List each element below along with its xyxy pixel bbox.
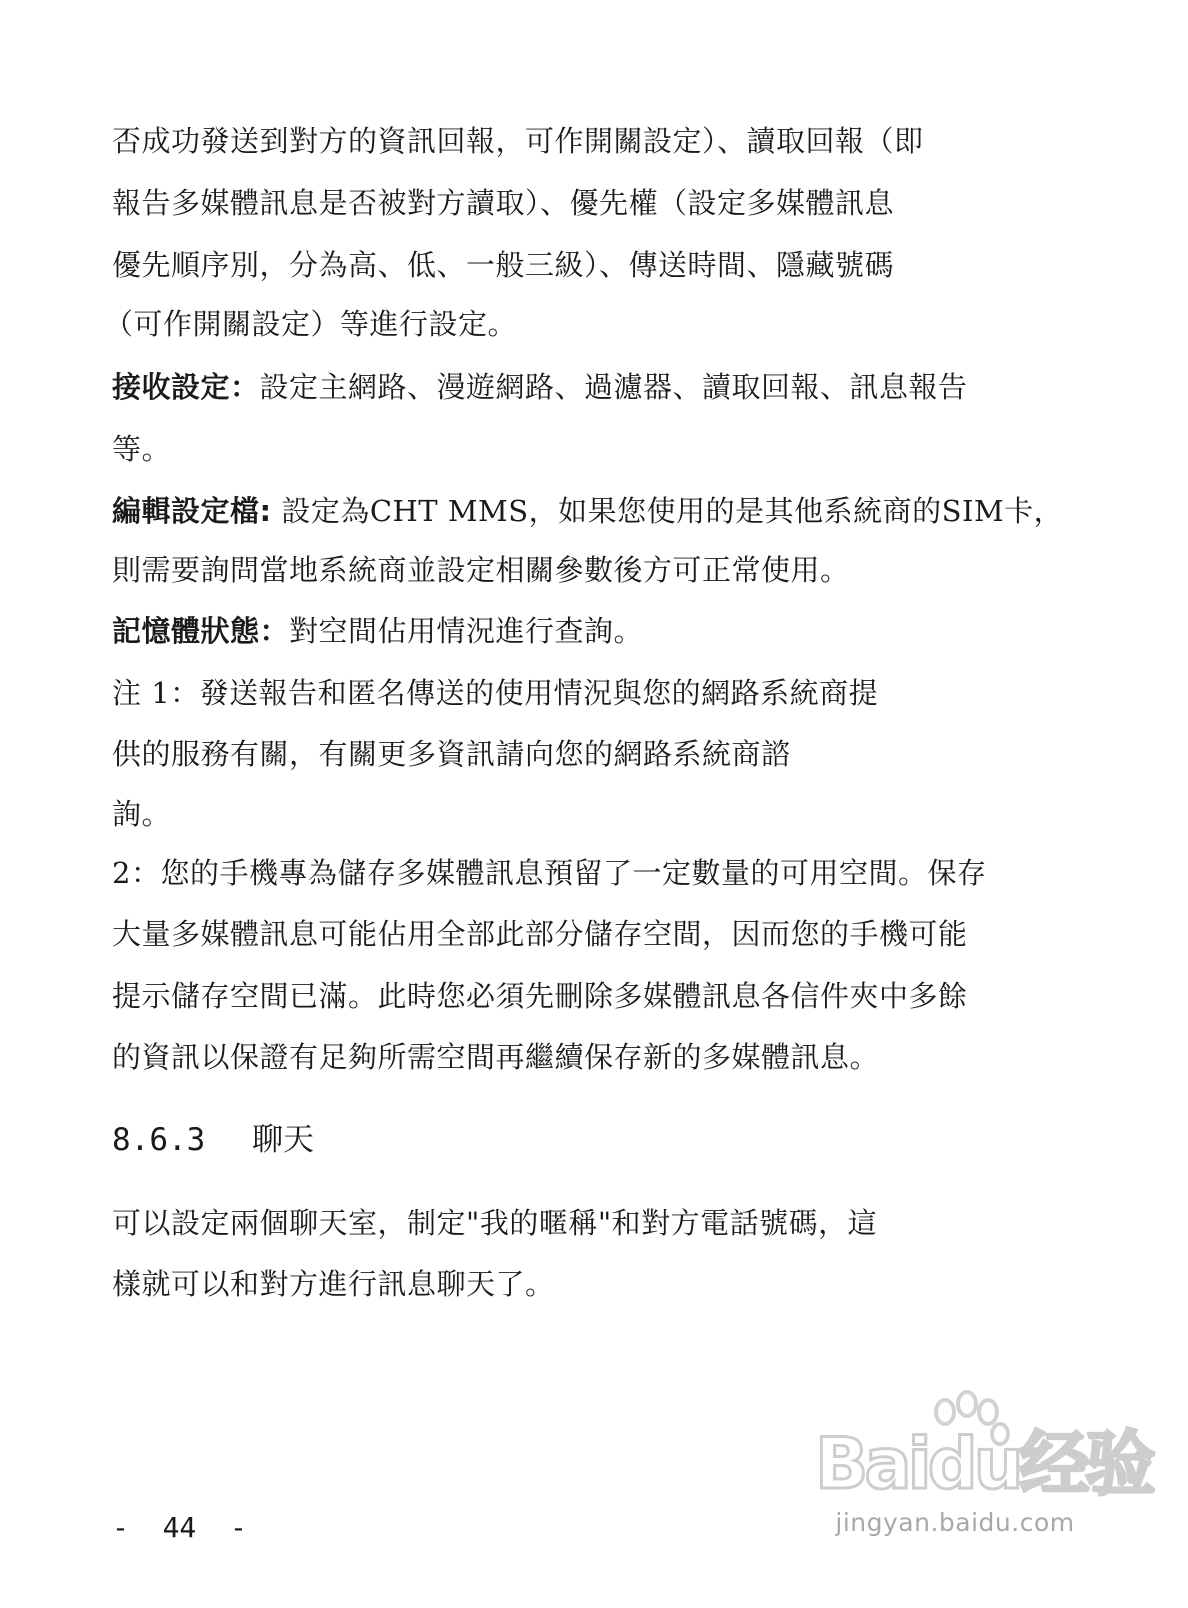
body-line: 報告多媒體訊息是否被對方讀取）、優先權（設定多媒體訊息 [112, 186, 895, 220]
note-line: 供的服務有關，有關更多資訊請向您的網路系統商諮 [112, 737, 791, 771]
section-heading [112, 1122, 314, 1158]
page-number: - 44 - [112, 1511, 247, 1544]
receive-settings-text: 設定主網路、漫遊網路、過濾器、讀取回報、訊息報告 [259, 370, 968, 404]
chat-line: 樣就可以和對方進行訊息聊天了。 [112, 1267, 555, 1301]
section-number: 8.6.3 [112, 1122, 206, 1158]
edit-profile-term: 編輯設定檔: [112, 494, 272, 528]
body-line: 則需要詢問當地系統商並設定相關參數後方可正常使用。 [112, 553, 850, 587]
watermark-logo: Baidu经验 [815, 1423, 1152, 1505]
note-line: 詢。 [112, 797, 172, 831]
note-line: 注 1：發送報告和匿名傳送的使用情況與您的網路系統商提 [112, 676, 879, 710]
baidu-paw-icon [815, 1390, 1152, 1510]
section-title: 聊天 [252, 1122, 314, 1158]
receive-settings-term: 接收設定： [112, 370, 260, 404]
receive-settings-paragraph [112, 370, 968, 404]
memory-status-term: 記憶體狀態： [112, 614, 290, 648]
note-line: 大量多媒體訊息可能佔用全部此部分儲存空間，因而您的手機可能 [112, 917, 968, 951]
chat-line: 可以設定兩個聊天室，制定"我的暱稱"和對方電話號碼，這 [112, 1206, 878, 1240]
body-line: （可作開關設定）等進行設定。 [104, 307, 518, 341]
note-line: 提示儲存空間已滿。此時您必須先刪除多媒體訊息各信件夾中多餘 [112, 979, 968, 1013]
note-line: 的資訊以保證有足夠所需空間再繼續保存新的多媒體訊息。 [112, 1040, 880, 1074]
note-line: 2：您的手機專為儲存多媒體訊息預留了一定數量的可用空間。保存 [112, 856, 987, 890]
edit-profile-paragraph [112, 494, 1063, 528]
body-line: 等。 [112, 432, 172, 466]
memory-status-text: 對空間佔用情況進行查詢。 [289, 614, 644, 648]
memory-status-paragraph [112, 614, 643, 648]
body-line: 優先順序別，分為高、低、一般三級）、傳送時間、隱藏號碼 [112, 248, 895, 282]
edit-profile-text: 設定為CHT MMS，如果您使用的是其他系統商的SIM卡， [271, 494, 1064, 528]
body-line: 否成功發送到對方的資訊回報，可作開關設定）、讀取回報（即 [112, 124, 924, 158]
watermark-url: jingyan.baidu.com [835, 1508, 1075, 1537]
